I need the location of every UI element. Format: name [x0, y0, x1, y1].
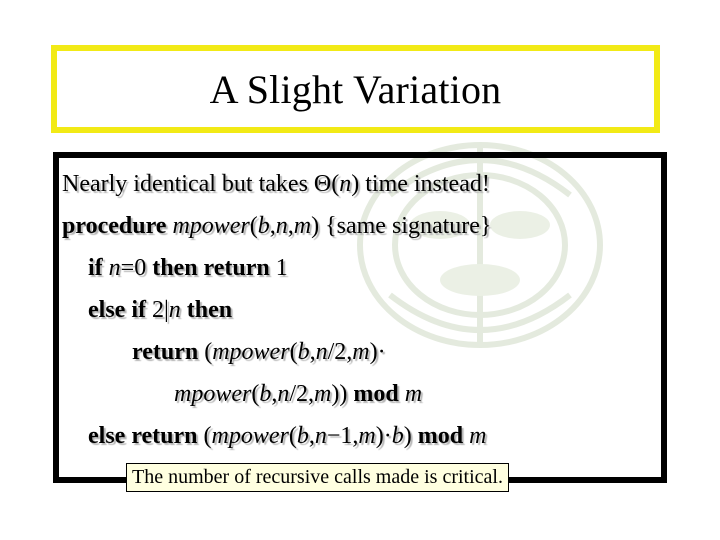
- title-box: [51, 45, 660, 133]
- even-case-line: else if 2|n then: [88, 297, 233, 323]
- even-return-continued-line: mpower(b,n/2,m)) mod m: [174, 381, 423, 407]
- slide-title: A Slight Variation: [209, 66, 502, 112]
- intro-line: Nearly identical but takes Θ(n) time instead!: [62, 171, 490, 197]
- pseudocode-block: [62, 163, 662, 457]
- base-case-line: if n=0 then return 1: [88, 255, 288, 281]
- procedure-line: procedure mpower(b,n,m) {same signature}: [62, 213, 492, 239]
- caption-note: The number of recursive calls made is critical.: [126, 463, 509, 492]
- odd-return-line: else return (mpower(b,n−1,m)·b) mod m: [88, 423, 487, 449]
- even-return-line: return (mpower(b,n/2,m)·: [132, 339, 386, 365]
